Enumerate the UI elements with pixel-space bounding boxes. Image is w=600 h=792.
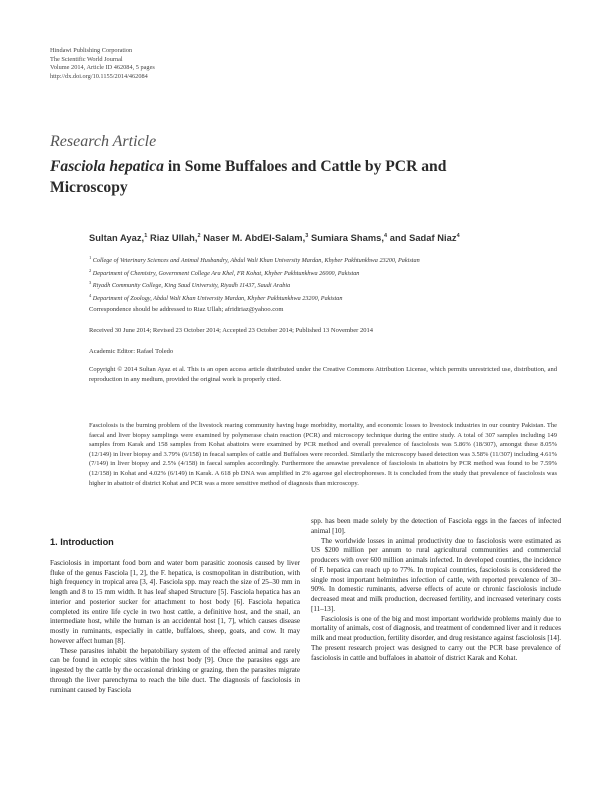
author[interactable]: Riaz Ullah, xyxy=(149,233,198,244)
paragraph: Fasciolosis in important food born and water born parasitic zoonosis caused by liver fluke of the genus Fasciola [1, 2], the F. hepatica, is cosmopolitan in distribution, with high frequency in tropical area [3, 4]. Fasciola spp. may reach the size of 25–30 mm in length and 8 to 15 mm width. It has leaf shaped Structure [5]. Fasciola hepatica has an interior and posterior sucker for attachment to host body [6]. Fasciola hepatica completed its entire life cycle in two host cattle, a definitive host, and the snail, an intermediate host, while the human is an accidental host [1, 7], which causes disease mostly in ruminants, especially in cattle, buffaloes, sheep, goats, and cow. It may however affect human [8]. xyxy=(50,558,300,645)
title-rest: in Some Buffaloes and Cattle by PCR and Microscopy xyxy=(50,158,447,196)
author-affil-mark: 4 xyxy=(456,233,460,239)
affiliation-text: Department of Chemistry, Government College Ara Khel, FR Kohat, Khyber Pakhtunkhwa 26000, Pakistan xyxy=(92,269,360,277)
volume-line: Volume 2014, Article ID 462084, 5 pages xyxy=(50,64,155,72)
publisher-line: Hindawi Publishing Corporation xyxy=(50,47,133,54)
affiliation-text: Riyadh Community College, King Saud University, Riyadh 11437, Saudi Arabia xyxy=(92,282,291,290)
affiliation xyxy=(89,278,420,291)
affiliation-text: College of Veterinary Sciences and Animal Husbandry, Abdul Wali Khan University Mardan, Khyber Pakhtunkhwa 23200, Pakistan xyxy=(92,257,420,265)
affiliation-mark: 4 xyxy=(89,292,92,298)
author-affil-mark: 2 xyxy=(197,233,201,239)
left-column xyxy=(50,538,300,695)
paragraph: The worldwide losses in animal productivity due to fasciolosis were estimated as US $200 million per annum to rural agricultural communities and commercial producers with over 600 million animals infected. In developed counties, the incidence of F. hepatica can reach up to 77%. In tropical countries, fasciolosis is considered the single most important helminthes infection of cattle, with reported prevalence of 30–90%. In domestic ruminants, adverse effects of acute or chronic fasciolosis include decreased meat and milk production, decreased fertility, and increased veterinary costs [11–13]. xyxy=(311,536,561,613)
abstract: Fasciolosis is the burning problem of the livestock rearing community having huge morbidity, mortality, and economic losses to livestock industries in our country Pakistan. The faecal and liver biopsy samplings were examined by polymerase chain reaction (PCR) and microscopy technique during the entire study. A total of 307 samples including 149 samples from Karak and 158 samples from Kohat abattoirs were examined by PCR method and overall prevalence of fasciolosis was 5.86% (18/307), amongst these 8.05% (12/149) in liver biopsy and 3.79% (6/158) in feacal samples of cattle and Buffaloes were recorded. Similarly the microscopy based detection was 3.58% (11/307) including 4.61% (7/149) in liver biopsy and 2.5% (4/158) in faecal samples accordingly. Furthermore the areawise prevalence of fasciolosis in abattoirs by PCR method was found to be 7.59% (12/158) in Kohat and 4.02% (6/149) in Karak. A 618 pb DNA was amplified in 2% agarose gel electrophoreses. It is concluded from the study that prevalence of fasciolosis was higher in abattoir of district Kohat and PCR was a more sensitive method of diagnosis than microscopy. xyxy=(89,422,557,487)
right-column xyxy=(311,517,561,663)
author-affil-mark: 1 xyxy=(144,233,148,239)
paragraph: spp. has been made solely by the detection of Fasciola eggs in the faeces of infected animal [10]. xyxy=(311,517,561,535)
copyright-notice: Copyright © 2014 Sultan Ayaz et al. This is an open access article distributed under the Creative Commons Attribution License, which permits unrestricted use, distribution, and reproduction in any medium, provided the original work is properly cited. xyxy=(89,366,557,383)
affiliation-text: Department of Zoology, Abdul Wali Khan University Mardan, Khyber Pakhtunkhwa 23200, Pakistan xyxy=(92,294,343,302)
author[interactable]: Sultan Ayaz, xyxy=(89,233,145,244)
affiliation-mark: 1 xyxy=(89,255,92,260)
section-heading-introduction: 1. Introduction xyxy=(50,537,114,547)
affiliation-mark: 3 xyxy=(89,280,92,286)
journal-header xyxy=(50,47,155,81)
author[interactable]: and Sadaf Niaz xyxy=(389,233,457,244)
affiliation-mark: 2 xyxy=(89,267,92,273)
affiliations xyxy=(89,253,420,303)
correspondence-line: Correspondence should be addressed to Riaz Ullah; afridiriaz@yahoo.com xyxy=(89,306,284,313)
affiliation xyxy=(89,266,420,279)
dates-line: Received 30 June 2014; Revised 23 October 2014; Accepted 23 October 2014; Published 13 November 2014 xyxy=(89,327,373,334)
author-affil-mark: 3 xyxy=(305,233,309,239)
author[interactable]: Naser M. AbdEl-Salam, xyxy=(203,233,306,244)
article-title xyxy=(50,156,470,198)
affiliation xyxy=(89,253,420,266)
author-affil-mark: 4 xyxy=(384,233,388,239)
author[interactable]: Sumiara Shams, xyxy=(310,233,385,244)
academic-editor: Academic Editor: Rafael Toledo xyxy=(89,348,174,355)
doi-link[interactable]: http://dx.doi.org/10.1155/2014/462084 xyxy=(50,72,148,80)
title-species: Fasciola hepatica xyxy=(50,158,164,175)
affiliation xyxy=(89,291,420,304)
author-list xyxy=(89,233,460,243)
paragraph: These parasites inhabit the hepatobiliary system of the effected animal and rarely can be found in ectopic sites within the host body [9]. Once the parasites eggs are ingested by the cattle by the occasional drinking or grazing, then the parasites migrate through the liver parenchyma to reach the bile duct. The diagnosis of fasciolosis in ruminant caused by Fasciola xyxy=(50,646,300,694)
journal-name: The Scientific World Journal xyxy=(50,55,123,63)
paragraph: Fasciolosis is one of the big and most important worldwide problems mainly due to mortality of animals, cost of diagnosis, and treatment of condemned liver and it reduces milk and meat production, fertility disorder, and drug resistance against fasciolosis [14]. The present research project was designed to carry out the PCR base prevalence of fasciolosis in cattle and buffaloes in abattoir of district Karak and Kohat. xyxy=(311,614,561,662)
article-type: Research Article xyxy=(50,133,157,150)
